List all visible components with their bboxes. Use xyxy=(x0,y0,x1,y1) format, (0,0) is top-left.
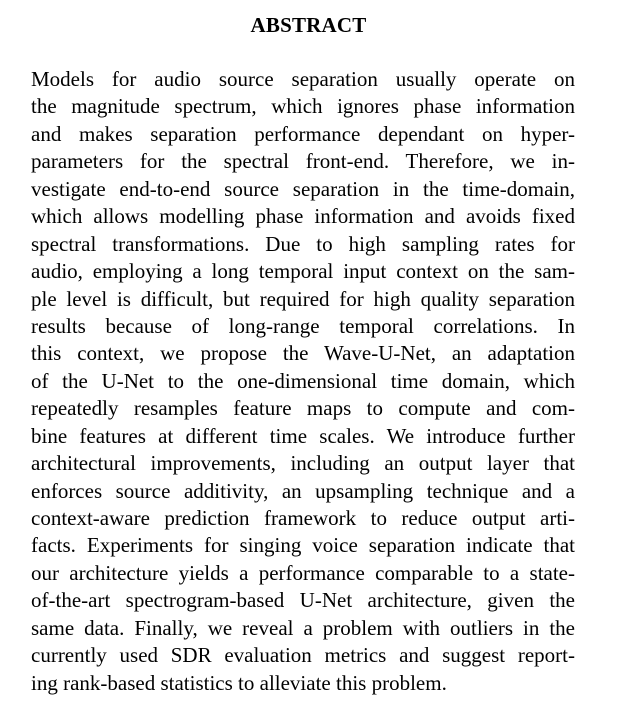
abstract-line: currently used SDR evaluation metrics and suggest report- xyxy=(31,643,575,668)
abstract-line: our architecture yields a performance comparable to a state- xyxy=(31,560,575,585)
abstract-line: repeatedly resamples feature maps to compute and com- xyxy=(31,396,575,421)
abstract-line: audio, employing a long temporal input context on the sam- xyxy=(31,259,575,284)
abstract-line: of the U-Net to the one-dimensional time domain, which xyxy=(31,368,575,393)
abstract-line: same data. Finally, we reveal a problem with outliers in the xyxy=(31,615,575,640)
abstract-line: which allows modelling phase information and avoids fixed xyxy=(31,204,575,229)
abstract-line: context-aware prediction framework to reduce output arti- xyxy=(31,506,575,530)
abstract-line: results because of long-range temporal correlations. In xyxy=(31,313,575,338)
abstract-line: enforces source additivity, an upsampling technique and a xyxy=(31,478,575,503)
abstract-line: facts. Experiments for singing voice separation indicate that xyxy=(31,533,575,558)
abstract-line: the magnitude spectrum, which ignores phase information xyxy=(31,94,575,119)
abstract-line: ing rank-based statistics to alleviate this problem. xyxy=(31,670,447,695)
abstract-line: vestigate end-to-end source separation in the time-domain, xyxy=(31,176,575,201)
abstract-line: this context, we propose the Wave-U-Net, an adaptation xyxy=(31,341,575,366)
abstract-line: spectral transformations. Due to high sampling rates for xyxy=(31,231,575,256)
abstract-line: parameters for the spectral front-end. Therefore, we in- xyxy=(31,149,575,174)
abstract-line: bine features at different time scales. We introduce further xyxy=(31,423,575,448)
abstract-body xyxy=(31,66,575,697)
abstract-line: and makes separation performance dependant on hyper- xyxy=(31,121,575,146)
abstract-line: architectural improvements, including an output layer that xyxy=(31,451,575,476)
abstract-heading: ABSTRACT xyxy=(250,13,367,37)
abstract-line: Models for audio source separation usually operate on xyxy=(31,67,575,91)
abstract-line: of-the-art spectrogram-based U-Net architecture, given the xyxy=(31,588,575,613)
abstract-line: ple level is difficult, but required for high quality separation xyxy=(31,286,575,311)
